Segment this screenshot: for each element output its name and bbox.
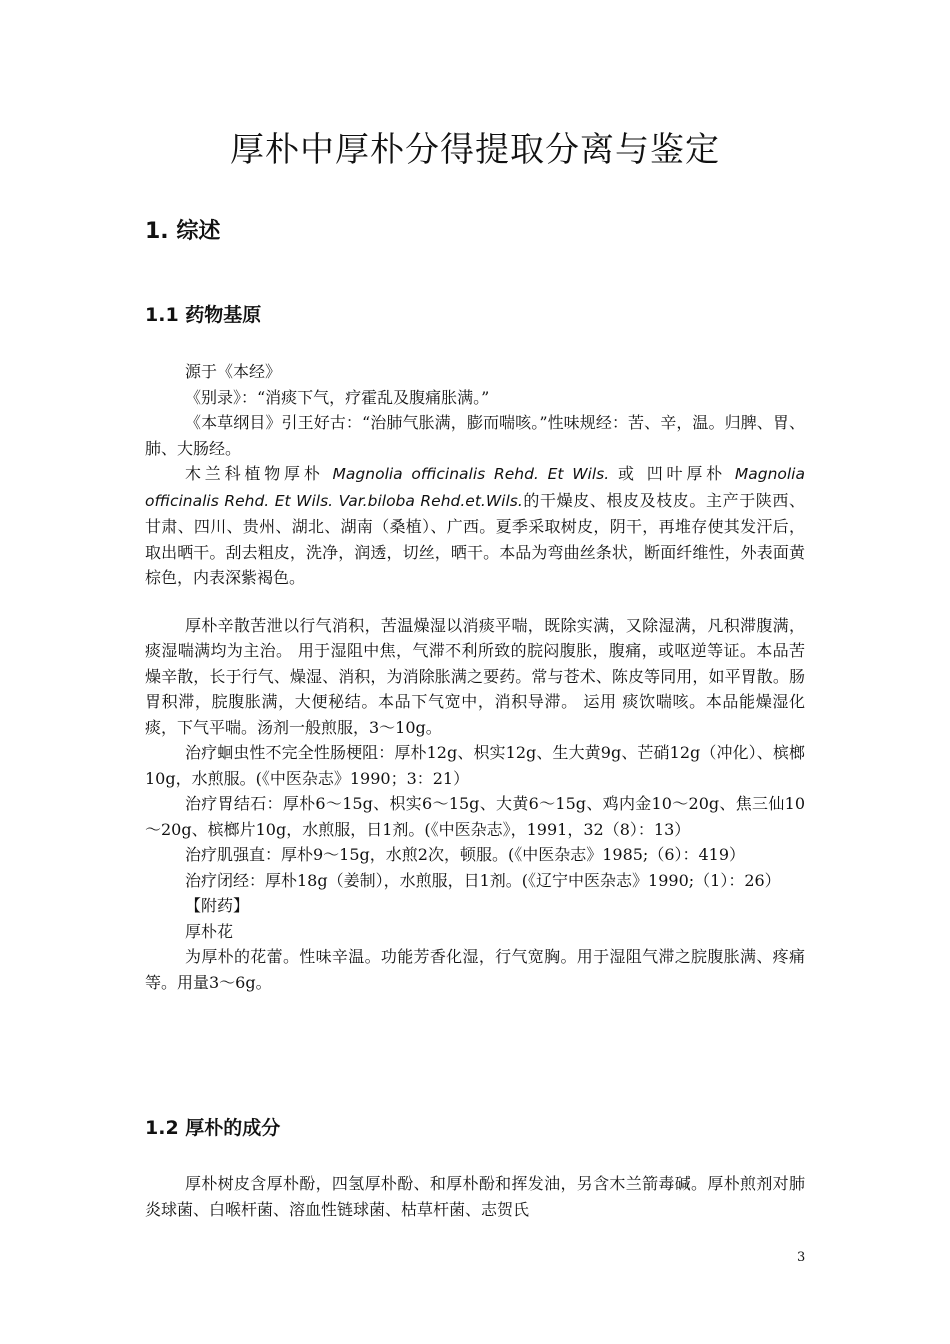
paragraph: 治疗胃结石：厚朴6～15g、枳实6～15g、大黄6～15g、鸡内金10～20g、焦三仙10～20g、槟榔片10g，水煎服，日1剂。(《中医杂志》，1991，32（8）：13） — [145, 794, 805, 839]
text-run: 的干燥皮、根皮及枝皮。主产于陕西、甘肃、四川、贵州、湖北、湖南（桑植）、广西。夏季采取树皮，阴干，再堆存使其发汗后，取出晒干。刮去粗皮，洗净，润透，切丝，晒干。本品为弯曲丝条状，断面纤维性，外表面黄棕色，内表深紫褐色。 — [145, 490, 805, 587]
paragraph: 《本草纲目》引王好古：“治肺气胀满，膨而喘咳。”性味规经：苦、辛，温。归脾、胃、肺、大肠经。 — [145, 413, 805, 458]
paragraph: 为厚朴的花蕾。性味辛温。功能芳香化湿，行气宽胸。用于湿阻气滞之脘腹胀满、疼痛等。用量3～6g。 — [145, 947, 805, 992]
paragraph: 源于《本经》 — [185, 362, 282, 381]
section-heading-1-1: 1.1 药物基原 — [145, 304, 262, 326]
text-run: 木兰科植物厚朴 — [185, 464, 333, 483]
paragraph: 【附药】 — [185, 896, 250, 915]
section-heading-1: 1. 综述 — [145, 219, 221, 244]
latin-name: Magnolia officinalis Rehd. Et Wils. — [332, 465, 610, 483]
paragraph: 厚朴花 — [185, 921, 234, 941]
section-heading-1-2: 1.2 厚朴的成分 — [145, 1117, 281, 1139]
section-1-1-body — [145, 359, 805, 995]
paragraph: 治疗蛔虫性不完全性肠梗阻：厚朴12g、枳实12g、生大黄9g、芒硝12g（冲化）、槟榔10g，水煎服。(《中医杂志》1990；3：21） — [145, 743, 805, 788]
section-1-2-body — [145, 1171, 805, 1222]
text-run: 或 凹叶厚朴 — [609, 464, 735, 483]
paragraph: 厚朴辛散苦泄以行气消积，苦温燥湿以消痰平喘，既除实满，又除湿满，凡积滞腹满，痰湿喘满均为主治。 用于湿阻中焦，气滞不利所致的脘闷腹胀，腹痛，或呕逆等证。本品苦燥辛散，长于行气、燥湿、消积，为消除胀满之要药。常与苍术、陈皮等同用，如平胃散。肠胃积滞，脘腹胀满，大便秘结。本品下气宽中，消积导滞。 运用 痰饮喘咳。本品能燥湿化痰，下气平喘。汤剂一般煎服，3～10g。 — [145, 615, 805, 737]
paragraph: 治疗肌强直：厚朴9～15g，水煎2次，顿服。(《中医杂志》1985;（6）：419） — [185, 845, 746, 864]
paragraph — [145, 461, 805, 591]
page-title: 厚朴中厚朴分得提取分离与鉴定 — [230, 130, 720, 170]
paragraph: 《别录》：“消痰下气，疗霍乱及腹痛胀满。” — [185, 387, 490, 407]
paragraph: 治疗闭经：厚朴18g（姜制），水煎服，日1剂。(《辽宁中医杂志》1990;（1）：26） — [185, 870, 781, 890]
page-number: 3 — [797, 1250, 806, 1265]
latin-name: Magnolia officinalis Rehd. Et Wils. Var.biloba Rehd.et.Wils. — [145, 465, 805, 510]
paragraph: 厚朴树皮含厚朴酚，四氢厚朴酚、和厚朴酚和挥发油，另含木兰箭毒碱。厚朴煎剂对肺炎球菌、白喉杆菌、溶血性链球菌、枯草杆菌、志贺氏 — [145, 1174, 805, 1219]
